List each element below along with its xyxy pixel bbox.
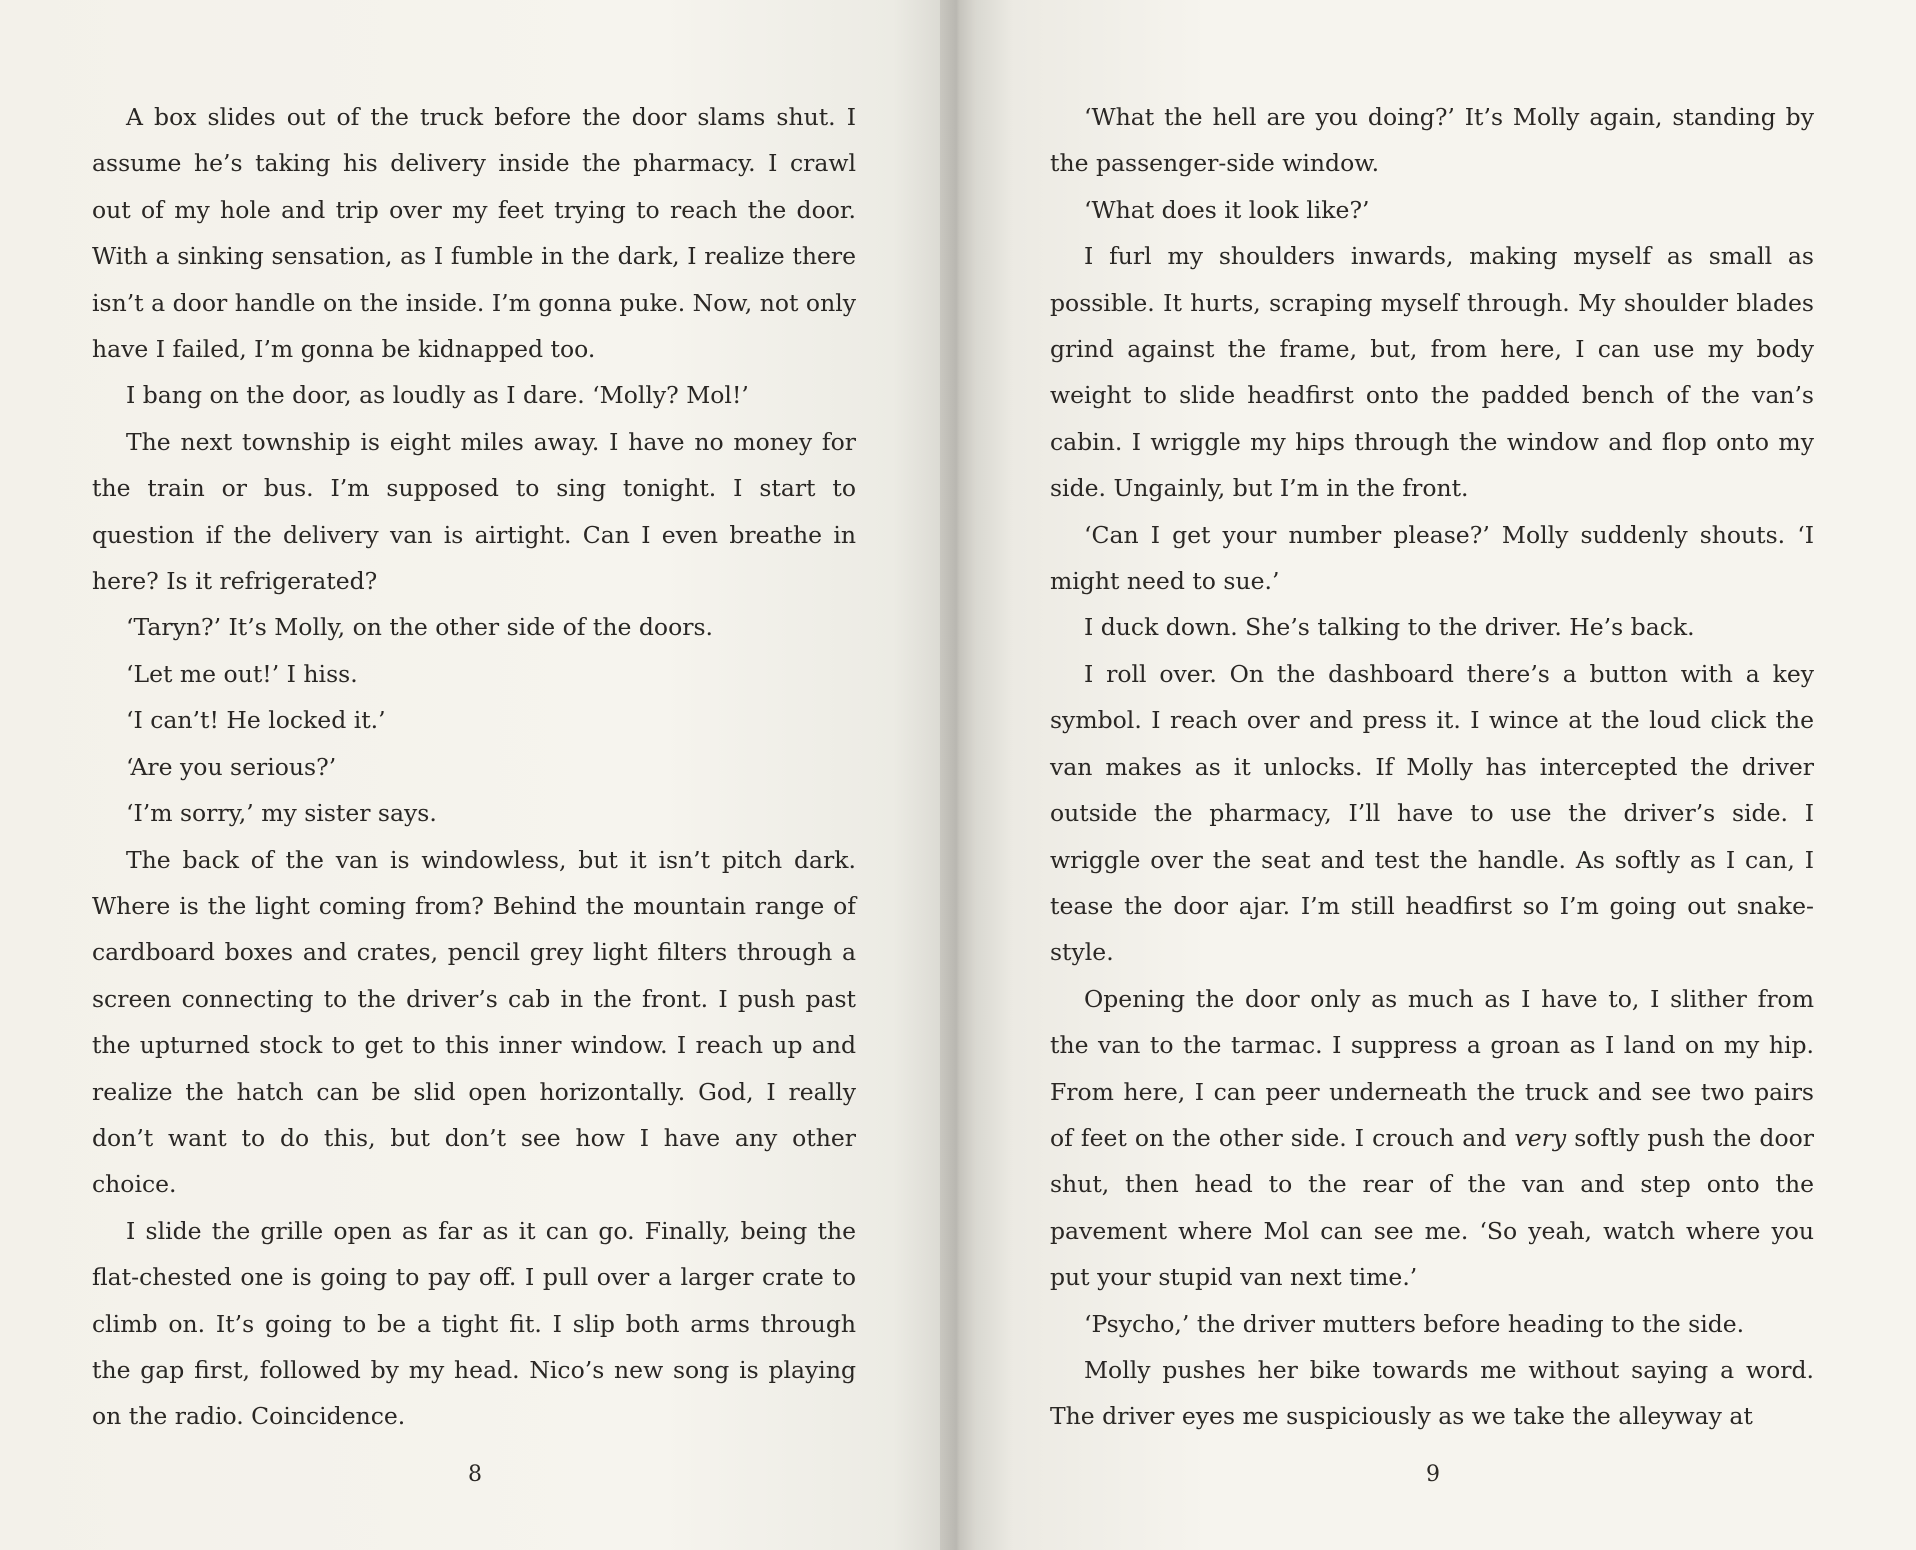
left-page-text bbox=[92, 94, 856, 1440]
emphasis-text: very bbox=[1514, 1123, 1567, 1152]
paragraph: ‘Are you serious?’ bbox=[126, 752, 337, 781]
paragraph: ‘I’m sorry,’ my sister says. bbox=[126, 799, 437, 828]
paragraph: ‘Taryn?’ It’s Molly, on the other side of the doors. bbox=[126, 613, 713, 642]
paragraph: Molly pushes her bike towards me without saying a word. The driver eyes me suspiciously as we take the alleyway at bbox=[1050, 1355, 1814, 1431]
right-page-text bbox=[1050, 94, 1814, 1440]
paragraph bbox=[1050, 976, 1814, 1301]
paragraph: A box slides out of the truck before the door slams shut. I assume he’s taking his delivery inside the pharmacy. I crawl out of my hole and trip over my feet trying to reach the door. With a sinking sensation, as I fumble in the dark, I realize there isn’t a door handle on the inside. I’m gonna puke. Now, not only have I failed, I’m gonna be kidnapped too. bbox=[92, 103, 856, 364]
paragraph: I roll over. On the dashboard there’s a button with a key symbol. I reach over and press it. I wince at the loud click the van makes as it unlocks. If Molly has intercepted the driver outside the pharmacy, I’ll have to use the driver’s side. I wriggle over the seat and test the handle. As softly as I can, I tease the door ajar. I’m still headfirst so I’m going out snake-style. bbox=[1050, 659, 1814, 967]
page-number: 8 bbox=[468, 1462, 482, 1487]
right-page bbox=[976, 0, 1916, 1550]
paragraph: I slide the grille open as far as it can go. Finally, being the flat-chested one is going to pay off. I pull over a larger crate to climb on. It’s going to be a tight fit. I slip both arms through the gap first, followed by my head. Nico’s new song is playing on the radio. Coincidence. bbox=[92, 1216, 856, 1431]
paragraph: ‘Let me out!’ I hiss. bbox=[126, 659, 358, 688]
paragraph-text: Opening the door only as much as I have to, I slither from the van to the tarmac. I suppress a groan as I land on my hip. From here, I can peer underneath the truck and see two pairs of feet on the other side. I crouch and bbox=[1050, 984, 1814, 1152]
paragraph: I bang on the door, as loudly as I dare. ‘Molly? Mol!’ bbox=[126, 381, 749, 410]
book-gutter bbox=[940, 0, 976, 1550]
page-number: 9 bbox=[1426, 1462, 1440, 1487]
paragraph: ‘I can’t! He locked it.’ bbox=[126, 706, 386, 735]
paragraph: ‘What the hell are you doing?’ It’s Molly again, standing by the passenger-side window. bbox=[1050, 103, 1814, 178]
paragraph: I duck down. She’s talking to the driver. He’s back. bbox=[1084, 613, 1695, 642]
paragraph: ‘Can I get your number please?’ Molly suddenly shouts. ‘I might need to sue.’ bbox=[1050, 520, 1814, 596]
paragraph: The back of the van is windowless, but it isn’t pitch dark. Where is the light coming from? Behind the mountain range of cardboard boxes and crates, pencil grey light filters through a screen connecting to the driver’s cab in the front. I push past the upturned stock to get to this inner window. I reach up and realize the hatch can be slid open horizontally. God, I really don’t want to do this, but don’t see how I have any other choice. bbox=[92, 845, 856, 1199]
paragraph: ‘What does it look like?’ bbox=[1084, 195, 1370, 224]
paragraph: ‘Psycho,’ the driver mutters before heading to the side. bbox=[1084, 1309, 1745, 1338]
paragraph: I furl my shoulders inwards, making myself as small as possible. It hurts, scraping myself through. My shoulder blades grind against the frame, but, from here, I can use my body weight to slide headfirst onto the padded bench of the van’s cabin. I wriggle my hips through the window and flop onto my side. Ungainly, but I’m in the front. bbox=[1050, 242, 1814, 503]
paragraph-text: softly push the door shut, then head to the rear of the van and step onto the pavement where Mol can see me. ‘So yeah, watch where you put your stupid van next time.’ bbox=[1050, 1123, 1814, 1292]
left-page bbox=[0, 0, 940, 1550]
paragraph: The next township is eight miles away. I have no money for the train or bus. I’m supposed to sing tonight. I start to question if the delivery van is airtight. Can I even breathe in here? Is it refrigerated? bbox=[92, 427, 856, 596]
